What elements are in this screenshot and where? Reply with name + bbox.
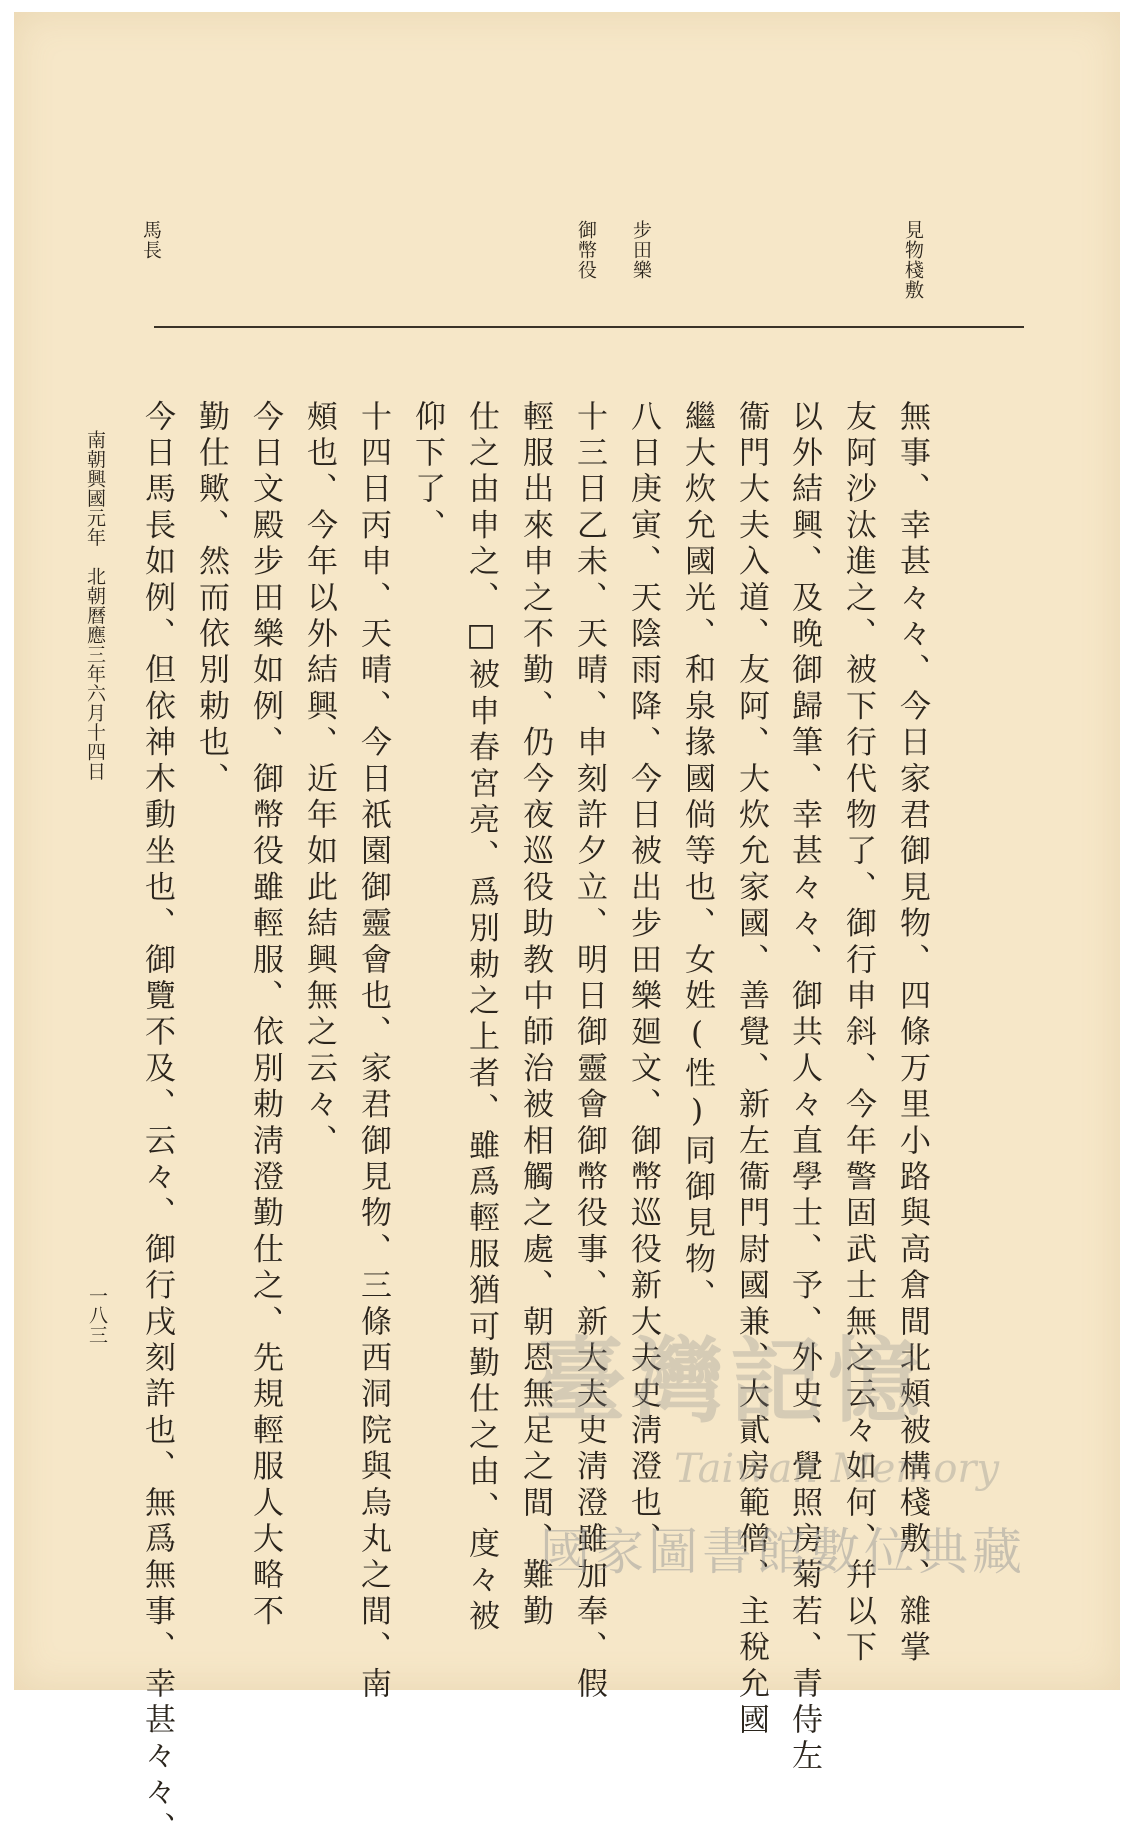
text-column: 勤仕歟、然而依別勅也、 bbox=[193, 400, 229, 799]
text-column: 十四日丙申、天晴、今日祇園御靈會也、家君御見物、三條西洞院與烏丸之間、南 bbox=[355, 400, 391, 1704]
text-column: 今日馬長如例、但依神木動坐也、御覽不及、云々、御行戌刻許也、無爲無事、幸甚々々、 bbox=[139, 400, 175, 1848]
header-label-viewing-stand: 見物棧敷 bbox=[902, 220, 924, 300]
running-footer-date: 南朝興國元年 北朝曆應三年六月十四日 bbox=[84, 430, 106, 781]
text-column: 衞門大夫入道、友阿、大炊允家國、善覺、新左衞門尉國兼、大貳房範僧、主稅允國 bbox=[733, 400, 769, 1740]
text-column: 八日庚寅、天陰雨降、今日被出步田樂廻文、御幣巡役新大夫史淸澄也、 bbox=[625, 400, 661, 1559]
header-label-dengaku: 步田樂 bbox=[630, 220, 652, 280]
header-label-gohei: 御幣役 bbox=[575, 220, 597, 280]
text-column: 今日文殿步田樂如例、御幣役雖輕服、依別勅淸澄勤仕之、先規輕服人大略不 bbox=[247, 400, 283, 1631]
header-divider bbox=[154, 326, 1024, 328]
header-label-umaosa: 馬長 bbox=[140, 220, 162, 260]
document-page bbox=[14, 12, 1120, 1848]
watermark-library-name: 國家圖書館數位典藏 bbox=[540, 1523, 1026, 1581]
page-number: 一八三 bbox=[86, 1286, 108, 1345]
text-column: 仕之由申之、□被申春宮亮、爲別勅之上者、雖爲輕服猶可勤仕之由、度々被 bbox=[463, 400, 499, 1636]
watermark-english: Taiwan Memory bbox=[674, 1446, 1000, 1492]
text-column: 繼大炊允國光、和泉掾國倘等也、女姓(性)同御見物、 bbox=[679, 400, 715, 1315]
text-column: 輕服出來申之不勤、仍今夜巡役助教中師治被相觸之處、朝恩無足之間、難勤 bbox=[517, 400, 553, 1631]
text-column: 頰也、今年以外結興、近年如此結興無之云々、 bbox=[301, 400, 337, 1161]
watermark-logo: 臺灣記憶 bbox=[534, 1327, 927, 1435]
text-column: 友阿沙汰進之、被下行代物了、御行申斜、今年警固武士無之云々如何、幷以下 bbox=[840, 400, 876, 1667]
text-column: 仰下了、 bbox=[409, 400, 445, 545]
text-column: 無事、幸甚々々、今日家君御見物、四條万里小路與高倉間北頰被構棧敷、雜掌 bbox=[894, 400, 930, 1667]
text-column: 十三日乙未、天晴、申刻許夕立、明日御靈會御幣役事、新大夫史淸澄雖加奉、假 bbox=[571, 400, 607, 1704]
text-column: 以外結興、及晚御歸筆、幸甚々々、御共人々直學士、予、外史、覺照房菊若、青侍左 bbox=[786, 400, 822, 1776]
